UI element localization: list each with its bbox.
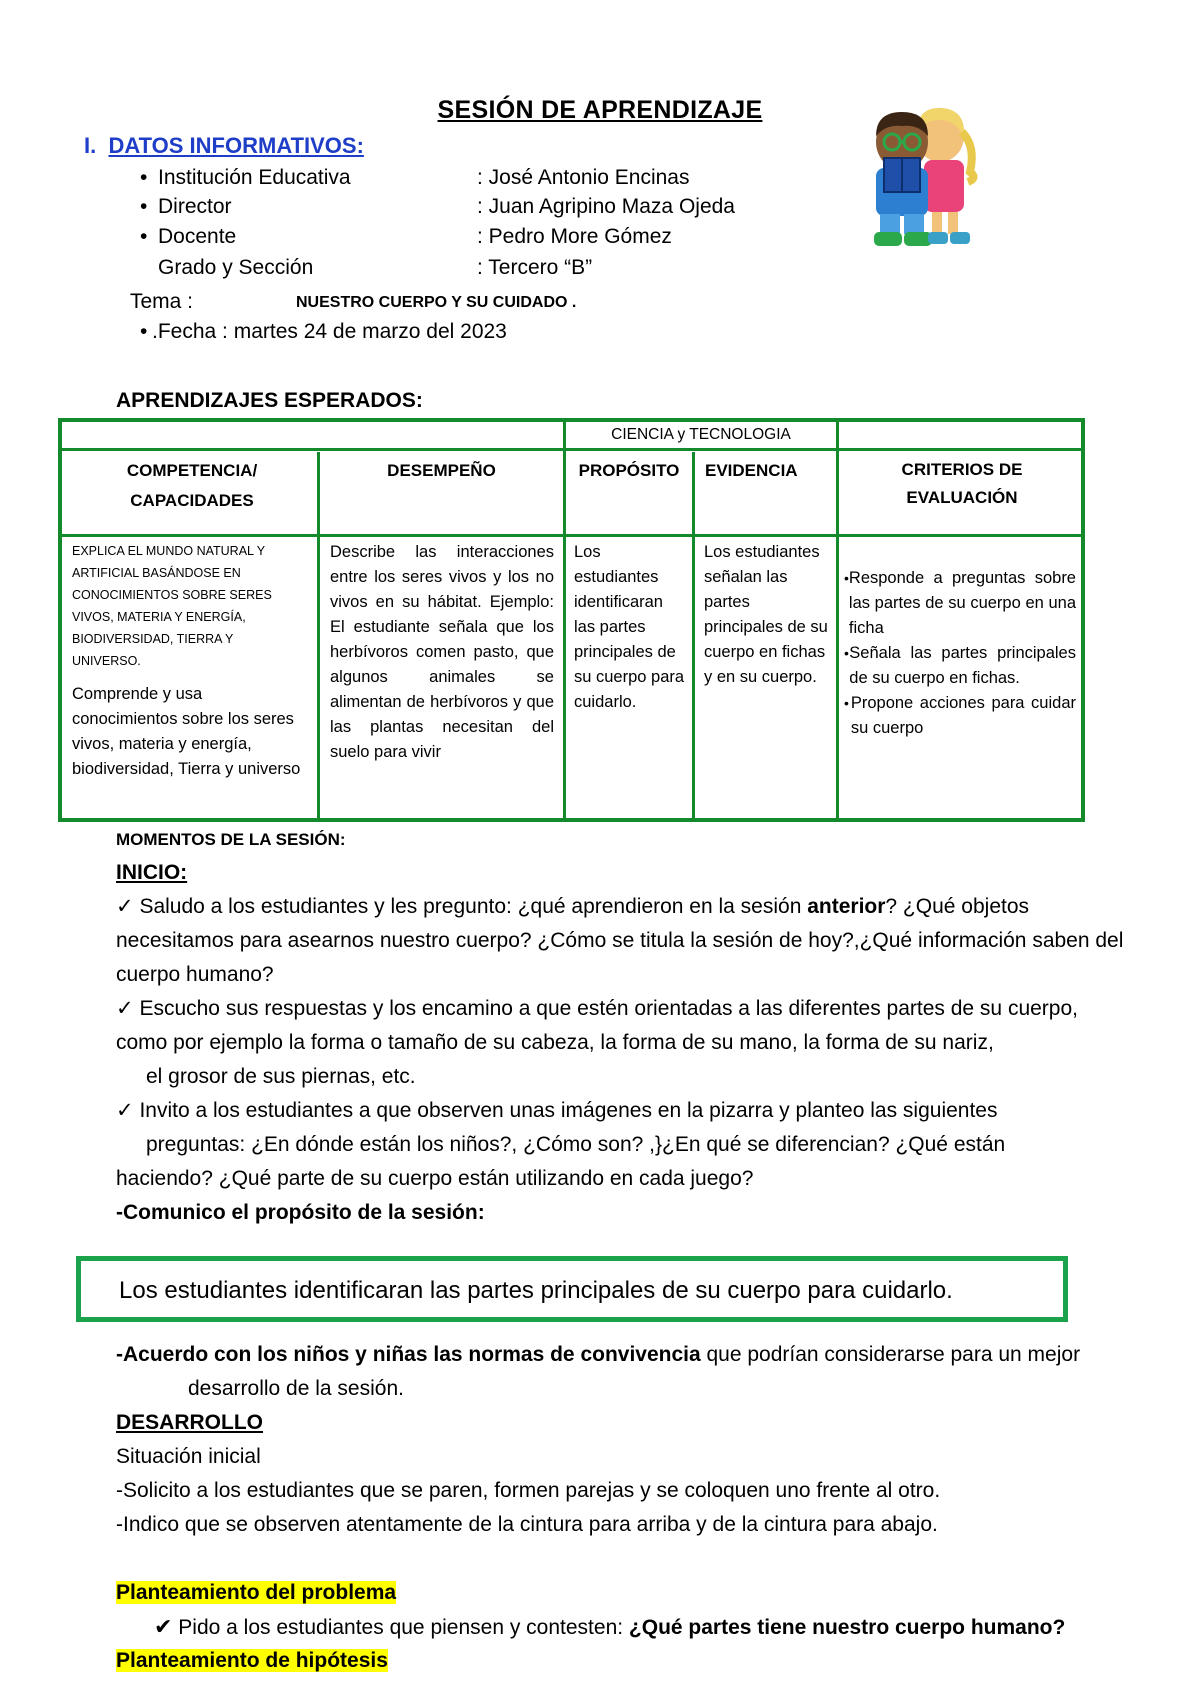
momentos-heading: MOMENTOS DE LA SESIÓN: [116, 830, 346, 849]
header-desempeno: DESEMPEÑO [387, 461, 496, 480]
desarrollo-heading: DESARROLLO [116, 1411, 263, 1434]
header-proposito: PROPÓSITO [578, 461, 680, 480]
section-title: DATOS INFORMATIVOS: [108, 133, 364, 158]
inicio-heading: INICIO: [116, 861, 188, 884]
acuerdo-paragraph: -Acuerdo con los niños y niñas las normas de convivencia que podrían considerarse para un mejor [116, 1343, 1081, 1366]
info-value-institucion: : José Antonio Encinas [477, 166, 690, 189]
tema-value: NUESTRO CUERPO Y SU CUIDADO . [296, 294, 577, 311]
info-label-institucion: • Institución Educativa [140, 166, 351, 189]
acuerdo-paragraph-end: desarrollo de la sesión. [188, 1377, 404, 1400]
aprendizajes-table [58, 418, 1085, 822]
header-competencia: COMPETENCIA/ CAPACIDADES [126, 461, 258, 510]
inicio-paragraph-2-end: el grosor de sus piernas, etc. [146, 1065, 416, 1088]
kids-reading-illustration [858, 102, 984, 250]
criterio-item: • Responde a preguntas sobre las partes de su cuerpo en una ficha [844, 569, 1076, 637]
header-evidencia: EVIDENCIA [705, 461, 798, 480]
inicio-paragraph-3-line2: preguntas: ¿En dónde están los niños?, ¿Cómo son? ,}¿En qué se diferencian? ¿Qué están [146, 1133, 1006, 1156]
inicio-paragraph-3: ✓ Invito a los estudiantes a que observen unas imágenes en la pizarra y planteo las siguientes [116, 1099, 998, 1122]
aprendizajes-heading: APRENDIZAJES ESPERADOS: [116, 389, 423, 412]
info-value-grado: : Tercero “B” [477, 256, 593, 279]
info-value-director: : Juan Agripino Maza Ojeda [477, 195, 735, 218]
info-label-director: • Director [140, 195, 232, 218]
inicio-paragraph-2: ✓ Escucho sus respuestas y los encamino a que estén orientadas a las diferentes partes de su cuerpo, como por ejemplo la forma o tamaño de su cabeza, la forma de su mano, la forma de su nariz, [116, 997, 1078, 1054]
capacidad-text: Comprende y usa conocimientos sobre los seres vivos, materia y energía, biodiversidad, Tierra y universo [72, 685, 301, 778]
planteamiento-problema-heading: Planteamiento del problema [116, 1581, 397, 1604]
fecha-line: • .Fecha : martes 24 de marzo del 2023 [140, 320, 507, 343]
desarrollo-paragraph-2: -Indico que se observen atentamente de la cintura para arriba y de la cintura para abajo. [116, 1513, 938, 1536]
situacion-inicial: Situación inicial [116, 1445, 261, 1468]
table-rule [317, 452, 320, 818]
section-number: I. [84, 133, 97, 158]
area-header: CIENCIA y TECNOLOGIA [611, 426, 791, 443]
info-value-docente: : Pedro More Gómez [477, 225, 672, 248]
inicio-paragraph-1: ✓ Saludo a los estudiantes y les pregunto: ¿qué aprendieron en la sesión anterior? ¿Qué objetos necesitamos para asearnos nuestro cuerpo? ¿Cómo se titula la sesión de hoy?,¿Qué información saben del cuerpo humano? [116, 895, 1124, 986]
competencia-text: EXPLICA EL MUNDO NATURAL Y ARTIFICIAL BASÁNDOSE EN CONOCIMIENTOS SOBRE SERES VIVOS, MATERIA Y ENERGÍA, BIODIVERSIDAD, TIERRA Y UNIVERSO. [72, 544, 272, 668]
page-title: SESIÓN DE APRENDIZAJE [437, 96, 763, 124]
criterio-item: • Señala las partes principales de su cuerpo en fichas. [844, 644, 1076, 687]
section-heading [84, 133, 364, 159]
table-rule [692, 452, 695, 818]
comunico-proposito: -Comunico el propósito de la sesión: [116, 1201, 485, 1224]
table-rule [62, 448, 1081, 451]
criterio-item: • Propone acciones para cuidar su cuerpo [844, 694, 1076, 737]
tema-label: Tema : [130, 290, 194, 313]
proposito-box: Los estudiantes identificaran las partes principales de su cuerpo para cuidarlo. [76, 1256, 1068, 1322]
evidencia-text: Los estudiantes señalan las partes principales de su cuerpo en fichas y en su cuerpo. [704, 543, 828, 686]
proposito-text: Los estudiantes identificaran las partes principales de su cuerpo para cuidarlo. [574, 543, 685, 711]
planteamiento-paragraph: ✔ Pido a los estudiantes que piensen y contesten: ¿Qué partes tiene nuestro cuerpo humano? [154, 1614, 1066, 1639]
desarrollo-paragraph-1: -Solicito a los estudiantes que se paren, formen parejas y se coloquen uno frente al otro. [116, 1479, 941, 1502]
info-label-grado: Grado y Sección [158, 256, 314, 279]
header-criterios: CRITERIOS DE EVALUACIÓN [901, 460, 1023, 507]
inicio-paragraph-3-line3: haciendo? ¿Qué parte de su cuerpo están utilizando en cada juego? [116, 1167, 754, 1190]
table-rule [836, 422, 839, 818]
desempeno-text: Describe las interacciones entre los seres vivos y los no vivos en su hábitat. Ejemplo: El estudiante señala que los herbívoros comen pasto, que algunos animales se alimentan de herbívoros y que las plantas necesitan del suelo para vivir [330, 543, 554, 761]
planteamiento-hipotesis-heading: Planteamiento de hipótesis [116, 1649, 388, 1672]
table-rule [62, 534, 1081, 537]
criterios-list [844, 566, 1076, 741]
info-label-docente: • Docente [140, 225, 237, 248]
